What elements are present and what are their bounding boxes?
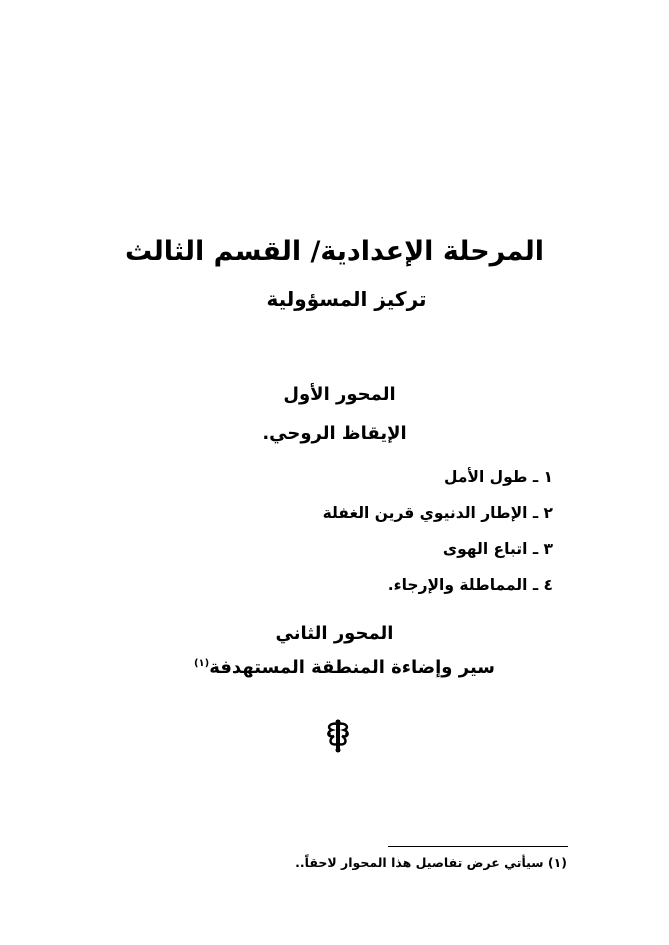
footnote-divider (388, 846, 568, 847)
list-item: ٣ ـ اتباع الهوى (442, 540, 553, 558)
footnote-text: (١) سيأتي عرض تفاصيل هذا المحوار لاحقاً.. (295, 855, 567, 870)
axis-two-subheading-line (0, 657, 669, 678)
decorative-flourish-icon (320, 718, 356, 754)
axis-two-heading: المحور الثاني (275, 623, 394, 644)
footnote-reference: (١) (193, 658, 210, 669)
axis-one-heading: المحور الأول (283, 384, 396, 405)
list-item: ١ ـ طول الأمل (443, 468, 553, 486)
page-title: المرحلة الإعدادية/ القسم الثالث (125, 236, 544, 267)
list-item: ٤ ـ المماطلة والإرجاء. (387, 576, 553, 594)
page-subtitle: تركيز المسؤولية (266, 287, 427, 311)
axis-two-subheading: سير وإضاءة المنطقة المستهدفة (209, 657, 496, 678)
axis-one-list (323, 462, 553, 606)
axis-one-subheading: الإيقاظ الروحي. (262, 423, 407, 444)
list-item: ٢ ـ الإطار الدنيوي قرين الغفلة (322, 504, 553, 522)
